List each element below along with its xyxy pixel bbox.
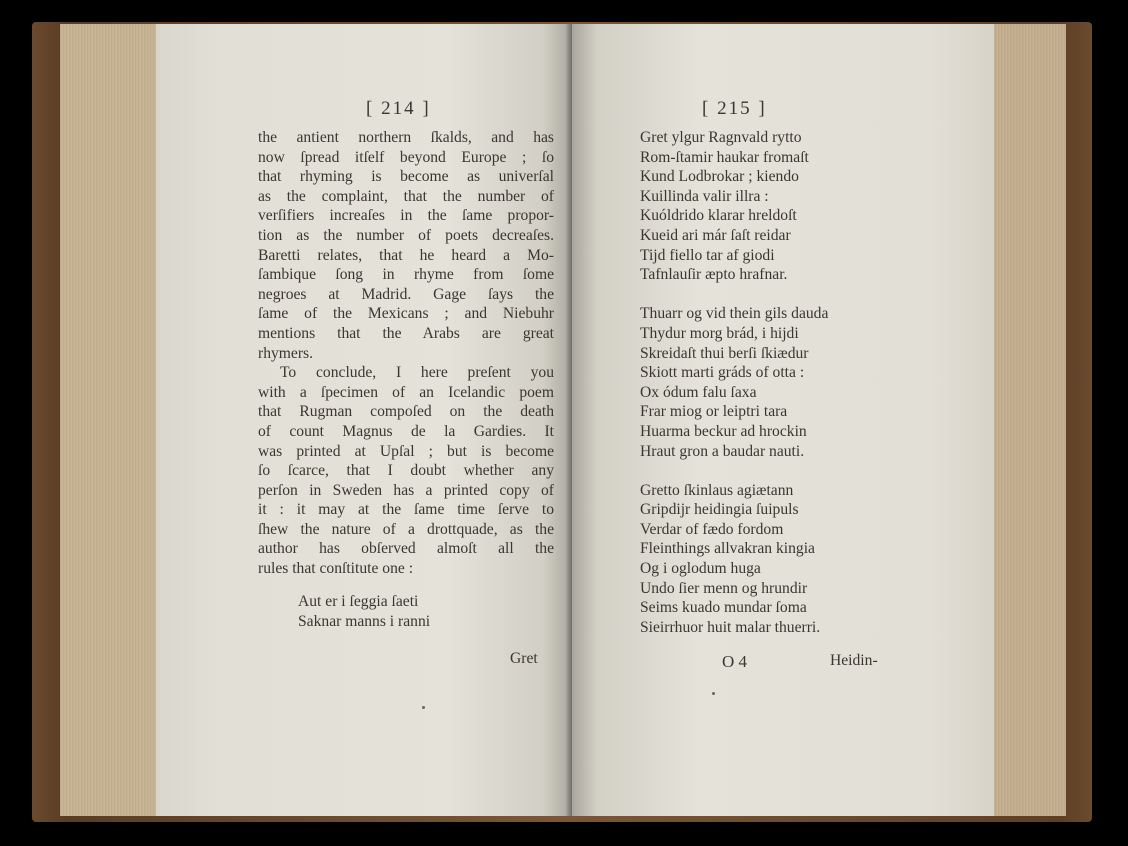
signature-mark: O 4 — [722, 652, 748, 671]
verse-line: Gret ylgur Ragnvald rytto — [640, 129, 802, 146]
prose-line: the antient northern ſkalds, and has — [258, 129, 554, 146]
right-page — [572, 24, 994, 816]
verse-line: Ox ódum falu ſaxa — [640, 383, 757, 401]
verse-line: Kueid ari már ſaſt reidar — [640, 226, 791, 244]
prose-line: with a ſpecimen of an Icelandic poem — [258, 383, 554, 401]
ink-speck — [422, 706, 425, 709]
page-edges-left — [60, 24, 160, 816]
verse-line: Verdar of fædo fordom — [640, 520, 784, 538]
verse-line: Aut er i ſeggia ſaeti — [298, 593, 419, 610]
prose-line: Baretti relates, that he heard a Mo- — [258, 246, 554, 264]
verse-line: Og i oglodum huga — [640, 560, 761, 578]
prose-line: ſame of the Mexicans ; and Niebuhr — [258, 305, 554, 323]
verse-line: Huarma beckur ad hrockin — [640, 422, 807, 440]
prose-line: verſifiers increaſes in the ſame propor- — [258, 207, 554, 225]
verse-line: Seims kuado mundar ſoma — [640, 599, 807, 617]
verse-line: Kuóldrido klarar hreldoſt — [640, 207, 797, 225]
prose-line: of count Magnus de la Gardies. It — [258, 422, 554, 440]
verse-line: Gretto ſkinlaus agiætann — [640, 481, 794, 499]
prose-line: author has obſerved almoſt all the — [258, 540, 554, 558]
prose-line: that Rugman compoſed on the death — [258, 403, 554, 421]
catchword-left: Gret — [510, 650, 538, 667]
verse-line: Hraut gron a baudar nauti. — [640, 442, 805, 460]
page-number-right: [ 215 ] — [702, 98, 767, 119]
left-verse — [298, 592, 430, 631]
prose-line: To conclude, I here preſent you — [280, 364, 554, 382]
verse-line: Undo ſier menn og hrundir — [640, 579, 808, 597]
prose-line: now ſpread itſelf beyond Europe ; ſo — [258, 148, 554, 166]
prose-line: tion as the number of poets decreaſes. — [258, 226, 554, 244]
prose-line: ſhew the nature of a drottquade, as the — [258, 520, 554, 538]
verse-line: Saknar manns i ranni — [298, 612, 431, 630]
verse-line: Kuillinda valir illra : — [640, 187, 769, 205]
verse-line: Fleinthings allvakran kingia — [640, 540, 815, 558]
left-page — [156, 24, 572, 816]
verse-line: Kund Lodbrokar ; kiendo — [640, 168, 799, 186]
verse-line: Skreidaſt thui berſi ſkiædur — [640, 344, 809, 362]
stanza — [640, 128, 828, 285]
stanza — [640, 304, 828, 461]
verse-line: Sieirrhuor huit malar thuerri. — [640, 618, 821, 636]
ink-speck — [712, 692, 715, 695]
catchword-right: Heidin- — [830, 652, 878, 669]
prose-line: ſo ſcarce, that I doubt whether any — [258, 462, 554, 480]
page-number-left: [ 214 ] — [366, 98, 431, 119]
page-edges-right — [992, 24, 1066, 816]
left-prose — [258, 128, 554, 579]
prose-line: was printed at Upſal ; but is become — [258, 442, 554, 460]
prose-line: it : it may at the ſame time ſerve to — [258, 501, 554, 519]
prose-line: perſon in Sweden has a printed copy of — [258, 481, 554, 499]
prose-line: rhymers. — [258, 344, 313, 362]
verse-line: Thydur morg brád, i hijdi — [640, 324, 799, 342]
verse-line: Gripdijr heidingia ſuipuls — [640, 501, 799, 519]
prose-line: negroes at Madrid. Gage ſays the — [258, 285, 554, 303]
prose-line: rules that conſtitute one : — [258, 560, 414, 578]
verse-line: Skiott marti gráds of otta : — [640, 364, 805, 382]
right-verse — [640, 128, 828, 657]
verse-line: Frar miog or leiptri tara — [640, 403, 788, 421]
verse-line: Rom-ſtamir haukar fromaſt — [640, 148, 809, 166]
prose-line: as the complaint, that the number of — [258, 187, 554, 205]
prose-line: that rhyming is become as univerſal — [258, 168, 554, 186]
verse-line: Thuarr og vid thein gils dauda — [640, 305, 829, 323]
verse-line: Tijd fiello tar af giodi — [640, 246, 775, 264]
prose-line: mentions that the Arabs are great — [258, 324, 554, 342]
stanza — [640, 481, 828, 638]
prose-line: ſambique ſong in rhyme from ſome — [258, 266, 554, 284]
verse-line: Tafnlauſir æpto hrafnar. — [640, 266, 788, 284]
